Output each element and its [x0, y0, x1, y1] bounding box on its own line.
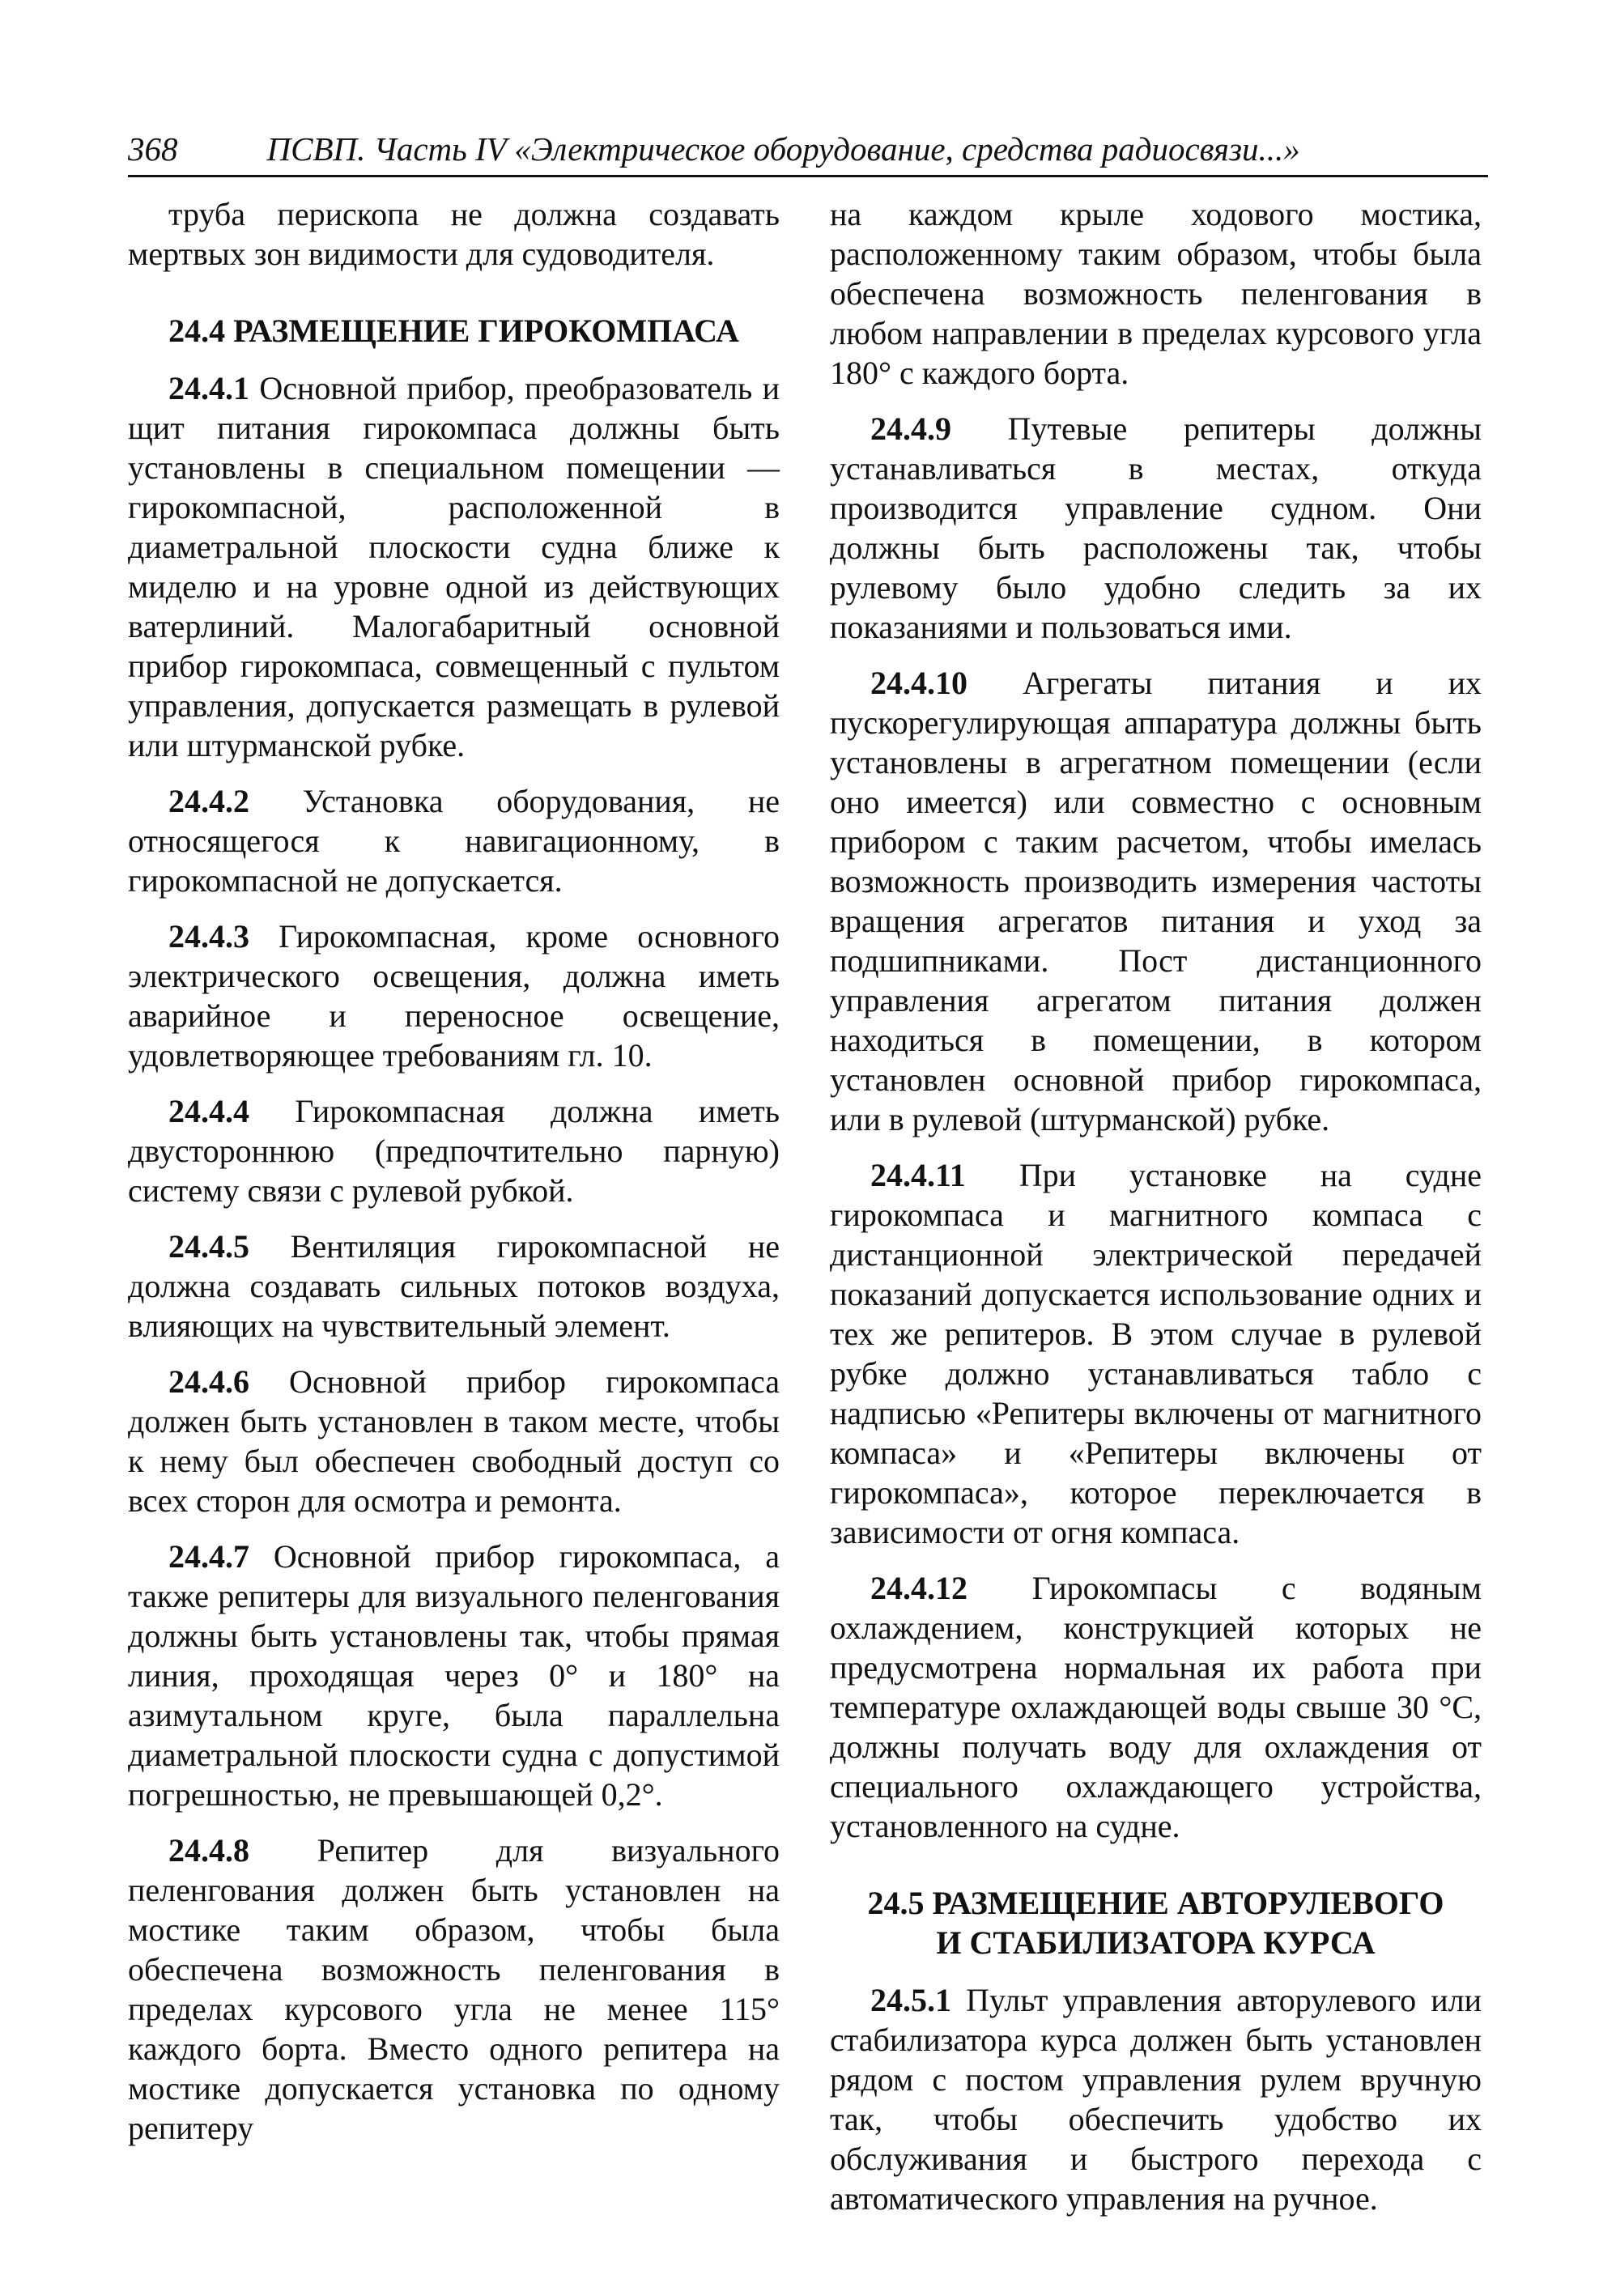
heading-line-1: 24.5 РАЗМЕЩЕНИЕ АВТОРУЛЕВОГО	[867, 1885, 1444, 1921]
clause-number: 24.4.8	[168, 1832, 249, 1869]
clause-text: Основной прибор, преобразователь и щит питания гирокомпаса должны быть установлены в специальном помещении — гирокомпасной, расположенной в диаметральной плоскости судна ближе к миделю и на уровне одной из действующих ватерлиний. Малогабаритный основной прибор гирокомпаса, совмещенный с пультом управления, допускается размещать в рулевой или штурманской рубке.	[128, 370, 780, 763]
clause-text: Гирокомпасная, кроме основного электрического освещения, должна иметь аварийное и переносное освещение, удовлетворяющее требованиям гл. 10.	[128, 918, 780, 1074]
paragraph-24-4-12	[830, 1568, 1482, 1846]
clause-text: Вентиляция гирокомпасной не должна создавать сильных потоков воздуха, влияющих на чувствительный элемент.	[128, 1228, 780, 1344]
clause-number: 24.4.4	[168, 1093, 249, 1129]
clause-text: Гирокомпасная должна иметь двустороннюю (предпочтительно парную) систему связи с рулевой рубкой.	[128, 1093, 780, 1209]
clause-number: 24.5.1	[870, 1982, 951, 2018]
clause-text: Репитер для визуального пеленгования должен быть установлен на мостике таким образом, чтобы была обеспечена возможность пеленгования в пределах курсового угла не менее 115° каждого борта. Вместо одного репитера на мостике допускается установка по одному репитеру	[128, 1832, 780, 2146]
clause-number: 24.4.6	[168, 1363, 249, 1400]
clause-number: 24.4.11	[870, 1157, 966, 1193]
paragraph-24-4-8	[128, 1830, 780, 2148]
clause-number: 24.4.3	[168, 918, 249, 955]
paragraph-24-4-1	[128, 368, 780, 765]
clause-number: 24.4.2	[168, 783, 249, 819]
clause-number: 24.4.10	[870, 665, 967, 701]
clause-text: Пульт управления авторулевого или стабилизатора курса должен быть установлен рядом с постом управления рулем вручную так, чтобы обеспечить удобство их обслуживания и быстрого перехода с автоматического управления на ручное.	[830, 1982, 1482, 2217]
clause-text: Агрегаты питания и их пускорегулирующая аппаратура должны быть установлены в агрегатном помещении (если оно имеется) или совместно с основным прибором с таким расчетом, чтобы имелась возможность производить измерения частоты вращения агрегатов питания и уход за подшипниками. Пост дистанционного управления агрегатом питания должен находиться в помещении, в котором установлен основной прибор гирокомпаса, или в рулевой (штурманской) рубке.	[830, 665, 1482, 1137]
paragraph-24-4-2	[128, 781, 780, 900]
paragraph-24-4-9	[830, 409, 1482, 647]
left-intro-paragraph: труба перископа не должна создавать мертвых зон видимости для судоводителя.	[128, 196, 780, 272]
heading-line-2: И СТАБИЛИЗАТОРА КУРСА	[936, 1924, 1376, 1961]
clause-number: 24.4.7	[168, 1538, 249, 1575]
clause-text: Основной прибор гирокомпаса, а также репитеры для визуального пеленгования должны быть установлены так, чтобы прямая линия, проходящая через 0° и 180° на азимутальном круге, была параллельна диаметральной плоскости судна с допустимой погрешностью, не превышающей 0,2°.	[128, 1538, 780, 1813]
clause-text: Установка оборудования, не относящегося к навигационному, в гирокомпасной не допускается.	[128, 783, 780, 899]
header-title: ПСВП. Часть IV «Электрическое оборудование, средства радиосвязи...»	[266, 130, 1300, 168]
section-heading-24-4: 24.4 РАЗМЕЩЕНИЕ ГИРОКОМПАСА	[168, 313, 739, 349]
clause-number: 24.4.9	[870, 410, 951, 447]
clause-number: 24.4.5	[168, 1228, 249, 1265]
page-number: 368	[128, 130, 178, 168]
clause-text: Основной прибор гирокомпаса должен быть установлен в таком месте, чтобы к нему был обеспечен свободный доступ со всех сторон для осмотра и ремонта.	[128, 1363, 780, 1519]
left-column	[128, 194, 780, 2164]
right-column	[830, 194, 1482, 2234]
paragraph-24-4-11	[830, 1155, 1482, 1552]
paragraph-24-4-5	[128, 1227, 780, 1346]
paragraph-24-4-4	[128, 1091, 780, 1210]
paragraph-24-4-3	[128, 916, 780, 1075]
header-rule	[128, 175, 1488, 177]
clause-number: 24.4.12	[870, 1570, 967, 1606]
clause-number: 24.4.1	[168, 370, 249, 406]
running-header	[128, 130, 1488, 168]
section-heading-24-5	[830, 1883, 1482, 1962]
clause-text: Гирокомпасы с водяным охлаждением, конструкцией которых не предусмотрена нормальная их работа при температуре охлаждающей воды свыше 30 °С, должны получать воду для охлаждения от специального охлаждающего устройства, установленного на судне.	[830, 1570, 1482, 1844]
paragraph-24-5-1	[830, 1980, 1482, 2218]
right-continuation-paragraph: на каждом крыле ходового мостика, расположенному таким образом, чтобы была обеспечена возможность пеленгования в любом направлении в пределах курсового угла 180° с каждого борта.	[830, 196, 1482, 391]
paragraph-24-4-10	[830, 663, 1482, 1139]
paragraph-24-4-7	[128, 1537, 780, 1814]
clause-text: При установке на судне гирокомпаса и магнитного компаса с дистанционной электрической передачей показаний допускается использование одних и тех же репитеров. В этом случае в рулевой рубке должно устанавливаться табло с надписью «Репитеры включены от магнитного компаса» и «Репитеры включены от гирокомпаса», которое переключается в зависимости от огня компаса.	[830, 1157, 1482, 1550]
paragraph-24-4-6	[128, 1362, 780, 1520]
clause-text: Путевые репитеры должны устанавливаться в местах, откуда производится управление судном. Они должны быть расположены так, чтобы рулевому было удобно следить за их показаниями и пользоваться ими.	[830, 410, 1482, 645]
